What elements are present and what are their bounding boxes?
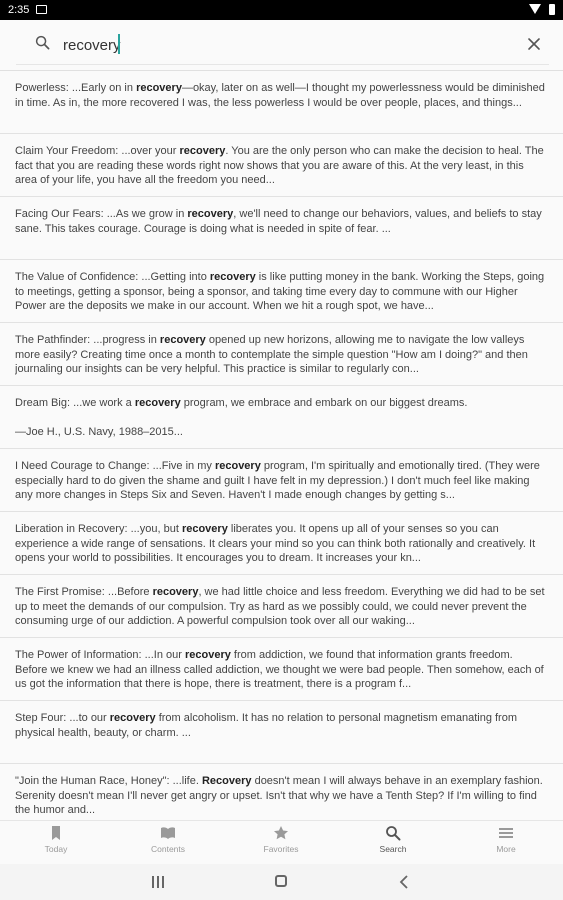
result-keyword: recovery xyxy=(187,208,234,220)
result-text-after: from alcoholism. It has no relation to personal magnetism emanating from physical health, beauty, or charm. ... xyxy=(15,712,517,739)
search-icon xyxy=(385,825,401,841)
result-text-before: ...you, but xyxy=(127,523,182,535)
result-keyword: recovery xyxy=(184,649,231,661)
result-title: The Value of Confidence: xyxy=(15,271,139,283)
result-text-before: ...we work a xyxy=(70,397,135,409)
result-text-after: opened up new horizons, allowing me to navigate the low valleys more easily? Creating time once a month to contemplate the simple question "How am I doing?" and then journaling our insights can be very helpful. This practice is similar to regularly con... xyxy=(15,334,528,375)
result-text-after: doesn't mean I will always behave in an exemplary fashion. Serenity doesn't mean I'll never get angry or upset. Isn't that why we have a Tenth Step? If I'm willing to find the humor and... xyxy=(15,775,543,816)
result-keyword: recovery xyxy=(214,460,261,472)
result-item[interactable] xyxy=(0,71,563,134)
status-bar xyxy=(0,0,563,20)
result-text-after: . You are the only person who can make the decision to heal. The fact that you are reading these words right now shows that you are aware of this. At the very least, in this area of your life, you have all the freedom you need... xyxy=(15,145,544,186)
result-title: "Join the Human Race, Honey": xyxy=(15,775,170,787)
system-navigation-bar xyxy=(0,864,563,900)
result-text-before: ...progress in xyxy=(90,334,160,346)
result-item[interactable] xyxy=(0,449,563,512)
result-item[interactable] xyxy=(0,701,563,764)
result-snippet xyxy=(15,774,548,818)
result-text-before: ...over your xyxy=(118,145,180,157)
nav-label: Favorites xyxy=(263,844,299,854)
result-text-before: ...life. xyxy=(169,775,202,787)
result-snippet xyxy=(15,648,548,692)
result-text-before: ...Early on in xyxy=(68,82,137,94)
result-keyword: recovery xyxy=(109,712,156,724)
result-text-after: program, we embrace and embark on our biggest dreams. xyxy=(180,397,468,409)
result-keyword: recovery xyxy=(134,397,181,409)
result-item[interactable] xyxy=(0,638,563,701)
back-icon[interactable] xyxy=(398,875,410,889)
result-snippet xyxy=(15,333,548,377)
result-text-after: program, I'm spiritually and emotionally tired. (They were especially hard to do given the shame and guilt I have felt in my depression.) I don't much feel like making any more changes in Steps Six and Seven. Haven't I made enough changes by getting s... xyxy=(15,460,540,501)
nav-item-contents[interactable] xyxy=(128,825,208,863)
result-item[interactable] xyxy=(0,386,563,449)
result-title: I Need Courage to Change: xyxy=(15,460,150,472)
recents-icon[interactable] xyxy=(152,876,164,888)
result-snippet xyxy=(15,711,548,740)
result-snippet xyxy=(15,144,548,188)
result-text-before: ...In our xyxy=(141,649,185,661)
close-icon[interactable] xyxy=(526,36,542,52)
result-keyword: recovery xyxy=(159,334,206,346)
result-item[interactable] xyxy=(0,575,563,638)
book-open-icon xyxy=(160,825,176,841)
result-text-before: ...Getting into xyxy=(138,271,210,283)
nav-label: Today xyxy=(44,844,68,854)
bookmark-icon xyxy=(48,825,64,841)
result-snippet xyxy=(15,207,548,236)
result-text-after: , we had little choice and less freedom. Everything we did had to be set up to meet the demands of our compulsion. Try as hard as we possibly could, we could never prevent the consuming urge of our addiction. A powerful compulsion took over all our waking... xyxy=(15,586,545,627)
result-snippet xyxy=(15,396,548,440)
result-keyword: recovery xyxy=(181,523,228,535)
nav-item-more[interactable] xyxy=(466,825,546,863)
status-time: 2:35 xyxy=(8,4,30,16)
result-text-after: liberates you. It opens up all of your senses so you can experience a wide range of sensations. It clears your mind so you can think both rationally and creatively. It opens your world to possibilities. It encourages you to dream. It increases your kn... xyxy=(15,523,536,564)
result-text-before: ...Before xyxy=(104,586,153,598)
nav-item-search[interactable] xyxy=(353,825,433,863)
result-snippet xyxy=(15,270,548,314)
result-title: Dream Big: xyxy=(15,397,71,409)
result-title: The Pathfinder: xyxy=(15,334,91,346)
nav-label: Search xyxy=(379,844,407,854)
nav-label: Contents xyxy=(150,844,186,854)
result-keyword: recovery xyxy=(152,586,199,598)
result-snippet xyxy=(15,522,548,566)
nav-item-favorites[interactable] xyxy=(241,825,321,863)
search-input[interactable] xyxy=(63,34,483,56)
result-text-before: ...As we grow in xyxy=(103,208,188,220)
result-title: Liberation in Recovery: xyxy=(15,523,128,535)
result-text-after: , we'll need to change our behaviors, values, and beliefs to stay sane. This takes courage. Courage is doing what is needed in spite of fear. ... xyxy=(15,208,542,235)
result-snippet xyxy=(15,459,548,503)
result-item[interactable] xyxy=(0,134,563,197)
result-item[interactable] xyxy=(0,260,563,323)
result-item[interactable] xyxy=(0,764,563,821)
result-title: Facing Our Fears: xyxy=(15,208,104,220)
home-icon[interactable] xyxy=(275,875,287,887)
menu-icon xyxy=(498,825,514,841)
result-item[interactable] xyxy=(0,197,563,260)
bottom-navigation xyxy=(0,820,563,865)
nav-label: More xyxy=(496,844,516,854)
star-icon xyxy=(273,825,289,841)
result-title: Step Four: xyxy=(15,712,67,724)
result-attribution: —Joe H., U.S. Navy, 1988–2015... xyxy=(15,426,183,438)
result-item[interactable] xyxy=(0,512,563,575)
result-text-after: from addiction, we found that information grants freedom. Before we knew we had an illness called addiction, we thought we were bad people. Then somehow, each of us got the information that there is hope, there is treatment, there is a program f... xyxy=(15,649,544,690)
result-keyword: recovery xyxy=(209,271,256,283)
result-text-before: ...to our xyxy=(66,712,110,724)
nav-item-today[interactable] xyxy=(16,825,96,863)
result-title: Claim Your Freedom: xyxy=(15,145,119,157)
result-title: The Power of Information: xyxy=(15,649,142,661)
result-snippet xyxy=(15,585,548,629)
search-icon xyxy=(35,35,50,50)
notification-image-icon xyxy=(36,5,47,14)
result-item[interactable] xyxy=(0,323,563,386)
result-text-after: —okay, later on as well—I thought my powerlessness would be diminished in time. As in, the more recovered I was, the less powerless I would be over people, places, and things... xyxy=(15,82,545,109)
result-text-after: is like putting money in the bank. Working the Steps, going to meetings, getting a sponsor, being a sponsor, and taking time every day to commune with our Higher Power are the deposits we make in our account. When we hit a rough spot, we have... xyxy=(15,271,545,312)
search-results-list xyxy=(0,70,563,821)
result-snippet xyxy=(15,81,548,110)
text-cursor xyxy=(118,34,120,54)
search-underline xyxy=(16,64,549,65)
result-keyword: recovery xyxy=(179,145,226,157)
battery-icon xyxy=(549,4,555,15)
wifi-icon xyxy=(529,4,541,14)
search-bar xyxy=(0,20,563,70)
result-text-before: ...Five in my xyxy=(149,460,215,472)
result-title: The First Promise: xyxy=(15,586,105,598)
result-keyword: Recovery xyxy=(201,775,252,787)
result-keyword: recovery xyxy=(136,82,182,94)
result-title: Powerless: xyxy=(15,82,69,94)
